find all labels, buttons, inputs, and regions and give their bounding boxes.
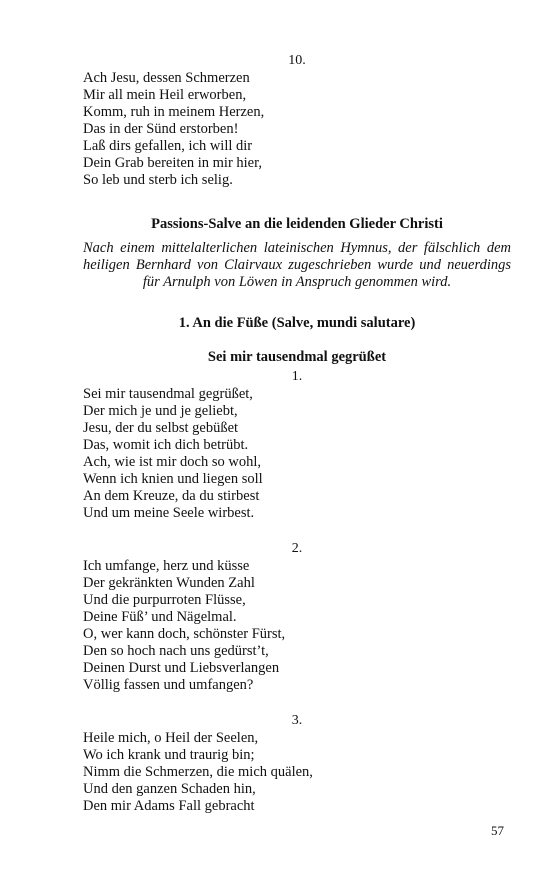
verse-number: 1. xyxy=(291,369,303,384)
verse-line: Das, womit ich dich betrübt. xyxy=(83,437,249,453)
part-heading: 1. An die Füße (Salve, mundi salutare) xyxy=(178,315,416,331)
page-content xyxy=(83,52,511,815)
verse-number: 10. xyxy=(288,53,306,68)
hymn-title: Sei mir tausendmal gegrüßet xyxy=(207,349,387,365)
verse-line: Und um meine Seele wirbest. xyxy=(83,505,255,521)
verse-line: Sei mir tausendmal gegrüßet, xyxy=(83,386,253,402)
verse-line: Jesu, der du selbst gebüßet xyxy=(83,420,239,436)
verse-3 xyxy=(83,730,511,815)
verse-line: Ach Jesu, dessen Schmerzen xyxy=(83,70,250,86)
verse-10 xyxy=(83,70,511,189)
verse-number: 2. xyxy=(291,541,303,556)
verse-line: Laß dirs gefallen, ich will dir xyxy=(83,138,253,154)
verse-line: O, wer kann doch, schönster Fürst, xyxy=(83,626,286,642)
verse-2 xyxy=(83,558,511,694)
verse-line: Komm, ruh in meinem Herzen, xyxy=(83,104,265,120)
section-intro: Nach einem mittelalterlichen lateinischen Hymnus, der fälschlich dem heiligen Bernhard von Clairvaux zugeschrieben wurde und neuerdings für Arnulph von Löwen in Anspruch genommen wird. xyxy=(83,240,511,290)
verse-line: Wenn ich knien und liegen soll xyxy=(83,471,263,487)
verse-line: Der gekränkten Wunden Zahl xyxy=(83,575,255,591)
verse-line: Mir all mein Heil erworben, xyxy=(83,87,247,103)
verse-line: Und die purpurroten Flüsse, xyxy=(83,592,246,608)
verse-line: So leb und sterb ich selig. xyxy=(83,172,233,188)
page-number: 57 xyxy=(491,823,504,838)
verse-line: Heile mich, o Heil der Seelen, xyxy=(83,730,259,746)
verse-line: Deine Füß’ und Nägelmal. xyxy=(83,609,237,625)
section-title: Passions-Salve an die leidenden Glieder Christi xyxy=(151,216,443,232)
verse-line: Den so hoch nach uns gedürst’t, xyxy=(83,643,269,659)
verse-line: Das in der Sünd erstorben! xyxy=(83,121,239,137)
verse-line: Völlig fassen und umfangen? xyxy=(83,677,254,693)
verse-number: 3. xyxy=(291,713,303,728)
verse-line: Dein Grab bereiten in mir hier, xyxy=(83,155,262,171)
verse-line: Und den ganzen Schaden hin, xyxy=(83,781,256,797)
verse-line: Ich umfange, herz und küsse xyxy=(83,558,250,574)
verse-line: An dem Kreuze, da du stirbest xyxy=(83,488,260,504)
verse-line: Den mir Adams Fall gebracht xyxy=(83,798,255,814)
verse-line: Wo ich krank und traurig bin; xyxy=(83,747,255,763)
verse-line: Der mich je und je geliebt, xyxy=(83,403,238,419)
verse-1 xyxy=(83,386,511,522)
verse-line: Ach, wie ist mir doch so wohl, xyxy=(83,454,262,470)
verse-line: Nimm die Schmerzen, die mich quälen, xyxy=(83,764,313,780)
verse-line: Deinen Durst und Liebsverlangen xyxy=(83,660,280,676)
